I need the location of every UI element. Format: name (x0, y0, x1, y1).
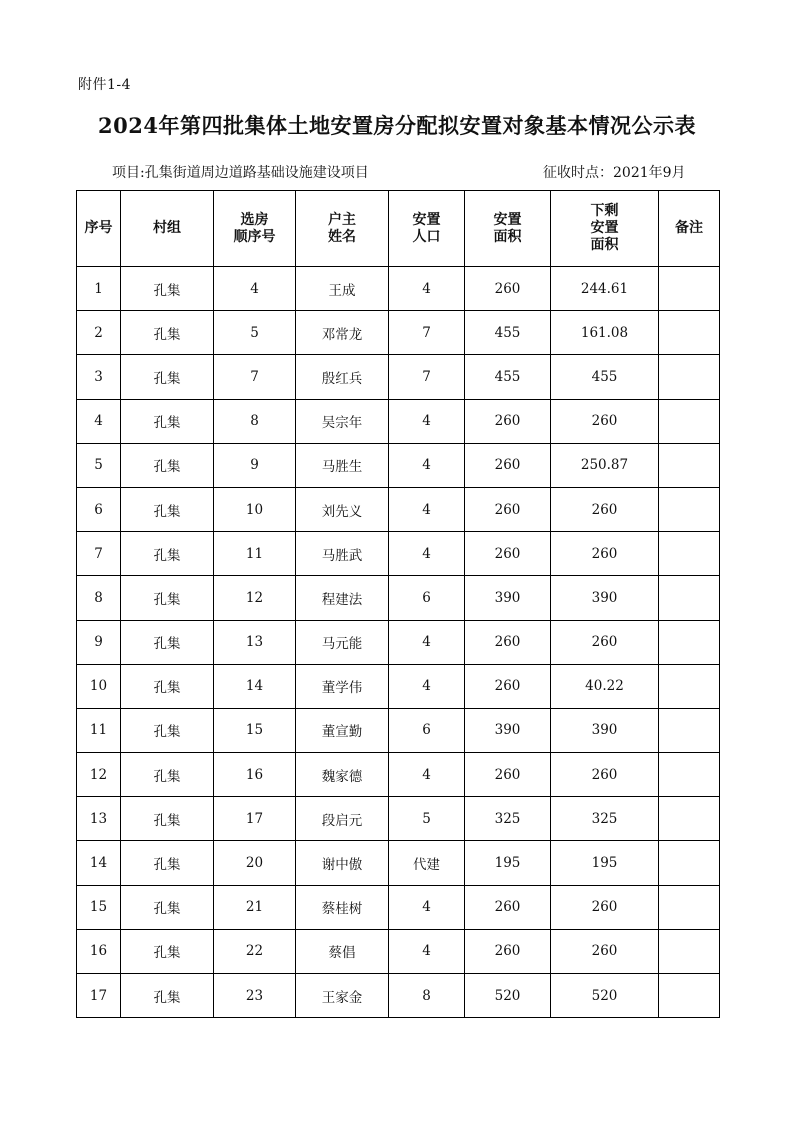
table-row (77, 974, 720, 1018)
cell-seq: 1 (77, 267, 121, 311)
cell-resettled-population: 4 (389, 399, 465, 443)
cell-resettlement-area: 455 (465, 355, 551, 399)
cell-householder-name: 王成 (296, 267, 389, 311)
table-row (77, 620, 720, 664)
cell-seq: 3 (77, 355, 121, 399)
cell-seq: 16 (77, 929, 121, 973)
header-remaining-area (551, 191, 659, 267)
header-seq (77, 191, 121, 267)
header-remaining-area-line: 安置 (590, 220, 619, 236)
cell-remaining-area: 390 (551, 576, 659, 620)
cell-resettlement-area: 260 (465, 532, 551, 576)
cell-seq: 15 (77, 885, 121, 929)
cell-remarks (659, 576, 720, 620)
cell-selection-order: 11 (214, 532, 296, 576)
cell-village-group: 孔集 (121, 797, 214, 841)
cell-village-group: 孔集 (121, 576, 214, 620)
table-row (77, 664, 720, 708)
cell-village-group: 孔集 (121, 399, 214, 443)
cell-remaining-area: 260 (551, 487, 659, 531)
cell-resettled-population: 5 (389, 797, 465, 841)
cell-remaining-area: 161.08 (551, 311, 659, 355)
cell-resettled-population: 4 (389, 885, 465, 929)
cell-remaining-area: 250.87 (551, 443, 659, 487)
cell-remarks (659, 443, 720, 487)
cell-selection-order: 10 (214, 487, 296, 531)
cell-village-group: 孔集 (121, 708, 214, 752)
cell-householder-name: 殷红兵 (296, 355, 389, 399)
cell-remaining-area: 455 (551, 355, 659, 399)
cell-householder-name: 邓常龙 (296, 311, 389, 355)
cell-remaining-area: 325 (551, 797, 659, 841)
cell-remaining-area: 244.61 (551, 267, 659, 311)
cell-selection-order: 22 (214, 929, 296, 973)
header-resettlement-area-line: 安置 (493, 211, 522, 228)
cell-resettled-population: 代建 (389, 841, 465, 885)
cell-resettled-population: 4 (389, 753, 465, 797)
table-row (77, 311, 720, 355)
table-row (77, 487, 720, 531)
header-seq-line: 序号 (84, 220, 113, 236)
cell-remaining-area: 260 (551, 753, 659, 797)
table-row (77, 576, 720, 620)
cell-seq: 12 (77, 753, 121, 797)
table-row (77, 399, 720, 443)
cell-selection-order: 12 (214, 576, 296, 620)
cell-resettled-population: 4 (389, 532, 465, 576)
cell-selection-order: 9 (214, 443, 296, 487)
cell-village-group: 孔集 (121, 532, 214, 576)
cell-selection-order: 17 (214, 797, 296, 841)
cell-householder-name: 谢中傲 (296, 841, 389, 885)
cell-selection-order: 5 (214, 311, 296, 355)
cell-seq: 2 (77, 311, 121, 355)
cell-remaining-area: 260 (551, 532, 659, 576)
table-row (77, 267, 720, 311)
cell-householder-name: 王家金 (296, 974, 389, 1018)
cell-householder-name: 董宣勤 (296, 708, 389, 752)
cell-resettled-population: 7 (389, 355, 465, 399)
cell-seq: 4 (77, 399, 121, 443)
cell-remarks (659, 885, 720, 929)
cell-resettlement-area: 260 (465, 664, 551, 708)
cell-remaining-area: 390 (551, 708, 659, 752)
cell-seq: 9 (77, 620, 121, 664)
table-row (77, 797, 720, 841)
table-row (77, 708, 720, 752)
cell-selection-order: 8 (214, 399, 296, 443)
header-remaining-area-line: 下剩 (590, 203, 619, 219)
cell-householder-name: 吴宗年 (296, 399, 389, 443)
cell-remaining-area: 260 (551, 929, 659, 973)
header-selection-order-line: 选房 (240, 211, 269, 228)
cell-remarks (659, 620, 720, 664)
cell-resettled-population: 4 (389, 267, 465, 311)
cell-selection-order: 23 (214, 974, 296, 1018)
cell-resettled-population: 4 (389, 664, 465, 708)
cell-resettlement-area: 260 (465, 267, 551, 311)
header-remarks-line: 备注 (675, 220, 703, 236)
cell-remarks (659, 355, 720, 399)
cell-resettlement-area: 455 (465, 311, 551, 355)
cell-resettlement-area: 195 (465, 841, 551, 885)
cell-village-group: 孔集 (121, 753, 214, 797)
cell-seq: 11 (77, 708, 121, 752)
cell-seq: 7 (77, 532, 121, 576)
cell-resettlement-area: 520 (465, 974, 551, 1018)
cell-village-group: 孔集 (121, 443, 214, 487)
table-body (77, 267, 720, 1018)
table-row (77, 929, 720, 973)
cell-selection-order: 15 (214, 708, 296, 752)
cell-seq: 13 (77, 797, 121, 841)
header-selection-order (214, 191, 296, 267)
header-village-group-line: 村组 (153, 220, 181, 236)
cell-resettled-population: 8 (389, 974, 465, 1018)
cell-village-group: 孔集 (121, 267, 214, 311)
header-householder-name-line: 户主 (328, 211, 356, 228)
cell-remarks (659, 753, 720, 797)
header-village-group (121, 191, 214, 267)
cell-remarks (659, 267, 720, 311)
cell-remaining-area: 260 (551, 399, 659, 443)
cell-remarks (659, 708, 720, 752)
cell-resettlement-area: 390 (465, 708, 551, 752)
cell-remarks (659, 532, 720, 576)
cell-resettlement-area: 260 (465, 443, 551, 487)
cell-resettled-population: 4 (389, 929, 465, 973)
table-row (77, 355, 720, 399)
cell-seq: 6 (77, 487, 121, 531)
header-selection-order-line: 顺序号 (233, 228, 276, 245)
cell-resettled-population: 4 (389, 620, 465, 664)
cell-seq: 17 (77, 974, 121, 1018)
header-resettled-population (389, 191, 465, 267)
cell-remarks (659, 311, 720, 355)
cell-village-group: 孔集 (121, 311, 214, 355)
cell-householder-name: 程建法 (296, 576, 389, 620)
cell-remarks (659, 797, 720, 841)
cell-village-group: 孔集 (121, 487, 214, 531)
cell-resettlement-area: 260 (465, 885, 551, 929)
table-header-row (77, 191, 720, 267)
table-row (77, 753, 720, 797)
cell-remaining-area: 260 (551, 620, 659, 664)
cell-resettlement-area: 260 (465, 487, 551, 531)
cell-village-group: 孔集 (121, 885, 214, 929)
cell-remarks (659, 929, 720, 973)
cell-householder-name: 马元能 (296, 620, 389, 664)
header-remaining-area-line: 面积 (590, 237, 619, 253)
cell-seq: 8 (77, 576, 121, 620)
cell-householder-name: 蔡桂树 (296, 885, 389, 929)
cell-selection-order: 7 (214, 355, 296, 399)
document-title: 2024年第四批集体土地安置房分配拟安置对象基本情况公示表 (98, 113, 696, 138)
cell-village-group: 孔集 (121, 974, 214, 1018)
table-row (77, 443, 720, 487)
cell-remaining-area: 40.22 (551, 664, 659, 708)
cell-seq: 10 (77, 664, 121, 708)
cell-selection-order: 16 (214, 753, 296, 797)
cell-resettled-population: 6 (389, 576, 465, 620)
header-householder-name-line: 姓名 (328, 228, 356, 245)
cell-householder-name: 蔡倡 (296, 929, 389, 973)
cell-resettled-population: 7 (389, 311, 465, 355)
header-householder-name (296, 191, 389, 267)
cell-resettled-population: 6 (389, 708, 465, 752)
cell-village-group: 孔集 (121, 929, 214, 973)
collection-time-label: 征收时点：2021年9月 (543, 165, 686, 181)
cell-remarks (659, 664, 720, 708)
cell-remarks (659, 841, 720, 885)
cell-selection-order: 20 (214, 841, 296, 885)
cell-householder-name: 马胜生 (296, 443, 389, 487)
header-resettlement-area (465, 191, 551, 267)
table-row (77, 841, 720, 885)
header-resettled-population-line: 人口 (412, 228, 441, 245)
cell-householder-name: 马胜武 (296, 532, 389, 576)
cell-village-group: 孔集 (121, 355, 214, 399)
cell-selection-order: 21 (214, 885, 296, 929)
cell-householder-name: 刘先义 (296, 487, 389, 531)
resettlement-table (76, 190, 720, 1018)
cell-remaining-area: 520 (551, 974, 659, 1018)
project-label: 项目:孔集街道周边道路基础设施建设项目 (112, 165, 369, 181)
cell-remarks (659, 487, 720, 531)
cell-seq: 14 (77, 841, 121, 885)
cell-resettlement-area: 325 (465, 797, 551, 841)
cell-householder-name: 董学伟 (296, 664, 389, 708)
cell-resettled-population: 4 (389, 487, 465, 531)
header-remarks (659, 191, 720, 267)
cell-resettled-population: 4 (389, 443, 465, 487)
cell-remarks (659, 974, 720, 1018)
header-resettlement-area-line: 面积 (493, 228, 522, 245)
cell-remaining-area: 195 (551, 841, 659, 885)
cell-resettlement-area: 390 (465, 576, 551, 620)
cell-selection-order: 13 (214, 620, 296, 664)
cell-seq: 5 (77, 443, 121, 487)
table-row (77, 885, 720, 929)
cell-remarks (659, 399, 720, 443)
header-resettled-population-line: 安置 (412, 211, 441, 228)
cell-resettlement-area: 260 (465, 929, 551, 973)
cell-remaining-area: 260 (551, 885, 659, 929)
cell-householder-name: 段启元 (296, 797, 389, 841)
table-row (77, 532, 720, 576)
cell-selection-order: 14 (214, 664, 296, 708)
cell-householder-name: 魏家德 (296, 753, 389, 797)
cell-selection-order: 4 (214, 267, 296, 311)
cell-village-group: 孔集 (121, 664, 214, 708)
cell-village-group: 孔集 (121, 841, 214, 885)
cell-village-group: 孔集 (121, 620, 214, 664)
cell-resettlement-area: 260 (465, 753, 551, 797)
attachment-label: 附件1-4 (78, 77, 132, 93)
cell-resettlement-area: 260 (465, 620, 551, 664)
cell-resettlement-area: 260 (465, 399, 551, 443)
